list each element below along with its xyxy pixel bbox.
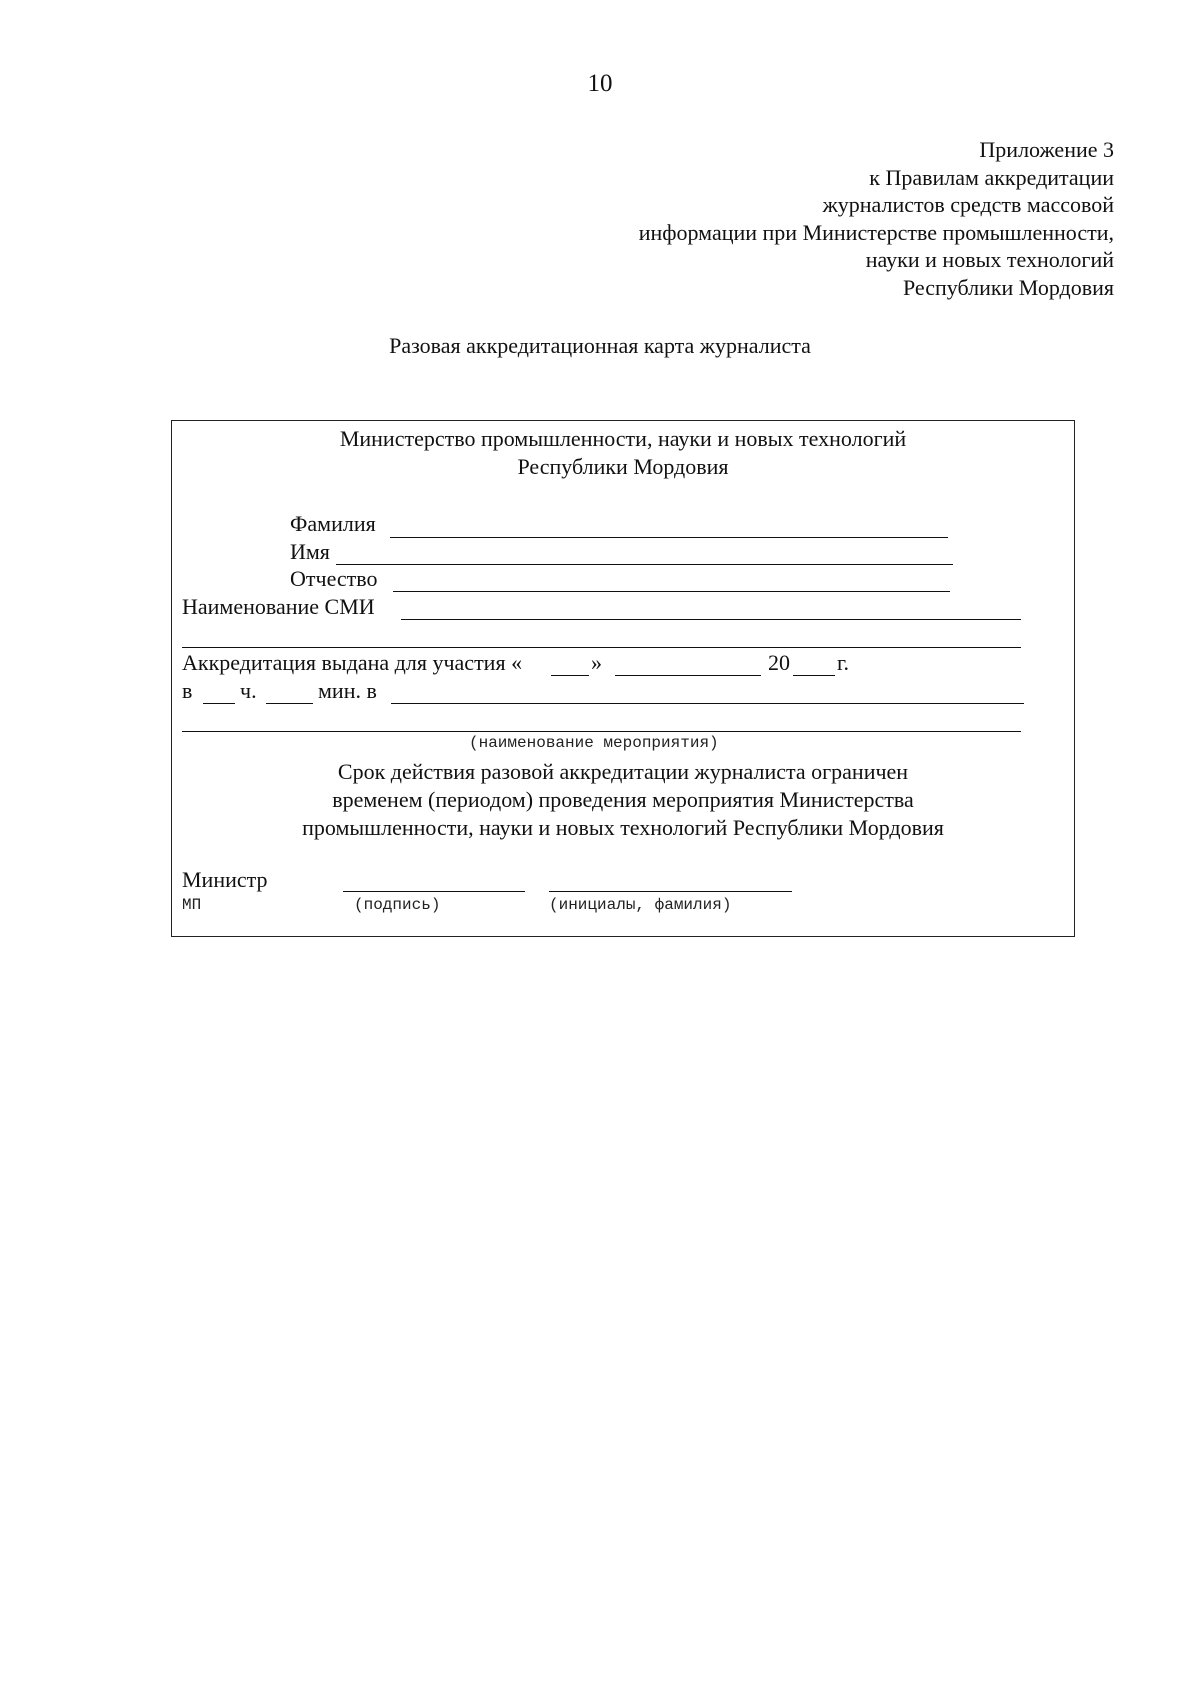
year-field[interactable]: [793, 675, 835, 676]
validity-notice: [172, 758, 1074, 842]
appendix-line: Республики Мордовия: [902, 274, 1114, 300]
document-title: Разовая аккредитационная карта журналиста: [389, 333, 811, 358]
ministry-line: Республики Мордовия: [517, 454, 729, 479]
appendix-line: к Правилам аккредитации: [869, 164, 1114, 190]
day-field[interactable]: [551, 675, 589, 676]
at-label: в: [182, 678, 193, 703]
patronymic-label: Отчество: [290, 566, 378, 591]
event-field[interactable]: [391, 703, 1024, 704]
signature-field[interactable]: [343, 891, 525, 892]
appendix-line: информации при Министерстве промышленности,: [638, 219, 1114, 245]
notice-line: промышленности, науки и новых технологий Республики Мордовия: [302, 815, 944, 840]
name-field[interactable]: [336, 564, 953, 565]
surname-field[interactable]: [390, 537, 948, 538]
accreditation-card: [171, 420, 1075, 937]
month-field[interactable]: [615, 675, 761, 676]
ministry-line: Министерство промышленности, науки и новых технологий: [339, 426, 907, 451]
signature-caption: (подпись): [354, 896, 441, 914]
ministry-heading: [172, 425, 1074, 481]
hours-label: ч.: [240, 678, 257, 703]
appendix-line: Приложение 3: [979, 137, 1114, 162]
media-field[interactable]: [401, 619, 1021, 620]
initials-caption: (инициалы, фамилия): [549, 896, 732, 914]
notice-line: временем (периодом) проведения мероприятия Министерства: [332, 787, 914, 812]
minister-label: Министр: [182, 867, 268, 892]
event-caption: (наименование мероприятия): [469, 734, 719, 752]
year-suffix: г.: [837, 650, 850, 675]
minutes-label: мин. в: [318, 678, 377, 703]
hours-field[interactable]: [203, 703, 235, 704]
initials-field[interactable]: [549, 891, 792, 892]
accreditation-label: Аккредитация выдана для участия «: [182, 650, 523, 675]
media-field-continuation[interactable]: [182, 647, 1021, 648]
appendix-header: [639, 136, 1114, 301]
quote-close: »: [591, 650, 602, 675]
notice-line: Срок действия разовой аккредитации журналиста ограничен: [337, 759, 909, 784]
page-number: 10: [587, 70, 613, 97]
event-field-continuation[interactable]: [182, 731, 1021, 732]
media-label: Наименование СМИ: [182, 594, 375, 619]
stamp-label: МП: [182, 896, 202, 914]
year-prefix: 20: [768, 650, 790, 675]
surname-label: Фамилия: [290, 511, 376, 536]
patronymic-field[interactable]: [393, 591, 950, 592]
name-label: Имя: [290, 539, 330, 564]
appendix-line: науки и новых технологий: [865, 247, 1114, 272]
minutes-field[interactable]: [266, 703, 313, 704]
appendix-line: журналистов средств массовой: [822, 192, 1114, 217]
